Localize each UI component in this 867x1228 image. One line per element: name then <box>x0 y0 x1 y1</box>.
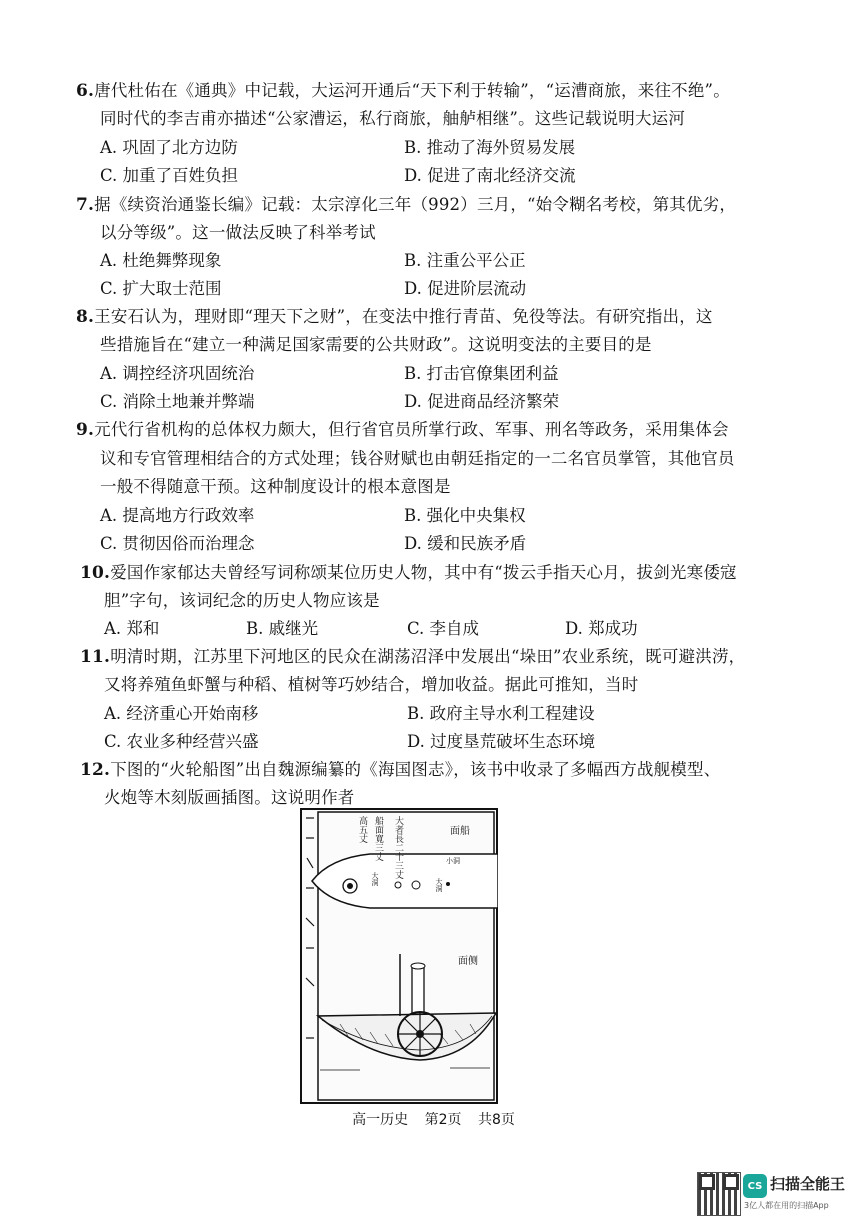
q6-option-c[interactable]: C. 加重了百姓负担 <box>100 166 239 185</box>
q9-line-2: 议和专官管理相结合的方式处理；钱谷财赋也由朝廷指定的一二名官员掌管，其他官员 <box>100 449 735 468</box>
q6-option-b[interactable]: B. 推动了海外贸易发展 <box>404 138 576 157</box>
q9-option-b[interactable]: B. 强化中央集权 <box>404 506 526 525</box>
q11-line-2: 又将养殖鱼虾蟹与种稻、植树等巧妙结合，增加收益。据此可推知，当时 <box>104 675 639 694</box>
q6-number: 6. <box>76 81 95 101</box>
q7-option-b[interactable]: B. 注重公平公正 <box>404 251 526 270</box>
camscanner-logo-icon: CS <box>743 1174 767 1198</box>
q8-option-d[interactable]: D. 促进商品经济繁荣 <box>404 392 560 411</box>
q11-line-1: 11.明清时期，江苏里下河地区的民众在湖荡沼泽中发展出“垛田”农业系统，既可避洪涝， <box>80 647 746 667</box>
q10-number: 10. <box>80 563 111 583</box>
figure-col-text-3: 高五丈 <box>357 816 367 843</box>
q11-option-a[interactable]: A. 经济重心开始南移 <box>104 704 259 723</box>
q12-line-2: 火炮等木刻版画插图。这说明作者 <box>104 788 355 807</box>
q9-number: 9. <box>76 420 95 440</box>
q8-number: 8. <box>76 307 95 327</box>
q8-line-1: 8.王安石认为，理财即“理天下之财”，在变法中推行青苗、免役等法。有研究指出，这 <box>76 307 713 327</box>
figure-side-label: 面侧 <box>458 956 478 967</box>
figure-col-text-2: 船面寬三丈 <box>373 816 383 861</box>
q12-line-1: 12.下图的“火轮船图”出自魏源编纂的《海国图志》，该书中收录了多幅西方战舰模型、 <box>80 760 721 780</box>
q8-option-b[interactable]: B. 打击官僚集团利益 <box>404 364 559 383</box>
q9-option-c[interactable]: C. 贯彻因俗而治理念 <box>100 534 255 553</box>
camscanner-slogan: 3亿人都在用的扫描App <box>744 1201 829 1210</box>
figure-col-text-1: 大者長二十三丈 <box>393 816 403 879</box>
q10-option-b[interactable]: B. 戚继光 <box>246 619 319 638</box>
q8-line-2: 些措施旨在“建立一种满足国家需要的公共财政”。这说明变法的主要目的是 <box>100 335 652 354</box>
figure-plan-label: 面船 <box>450 826 470 837</box>
q7-option-d[interactable]: D. 促进阶层流动 <box>404 279 527 298</box>
q11-option-b[interactable]: B. 政府主导水利工程建设 <box>407 704 595 723</box>
footer-page-number: 第2页 <box>424 1112 462 1128</box>
q9-line-3: 一般不得随意干预。这种制度设计的根本意图是 <box>100 477 451 496</box>
footer-total-pages: 共8页 <box>477 1112 515 1128</box>
q10-line-1: 10.爱国作家郁达夫曾经写词称颂某位历史人物，其中有“拨云手指天心月，拔剑光寒倭寇 <box>80 563 737 583</box>
q9-line-1: 9.元代行省机构的总体权力颇大，但行省官员所掌行政、军事、刑名等政务，采用集体会 <box>76 420 729 440</box>
figure-hole-label-1: 大洞 <box>371 872 379 886</box>
q11-option-d[interactable]: D. 过度垦荒破坏生态环境 <box>407 732 596 751</box>
q6-option-d[interactable]: D. 促进了南北经济交流 <box>404 166 576 185</box>
steamship-woodcut-figure <box>300 808 498 1104</box>
q11-number: 11. <box>80 647 111 667</box>
camscanner-name: 扫描全能王 <box>770 1175 846 1193</box>
q10-option-d[interactable]: D. 郑成功 <box>565 619 638 638</box>
q12-number: 12. <box>80 760 111 780</box>
q8-option-a[interactable]: A. 调控经济巩固统治 <box>100 364 255 383</box>
q9-option-d[interactable]: D. 缓和民族矛盾 <box>404 534 527 553</box>
q7-line-1: 7.据《续资治通鉴长编》记载：太宗淳化三年（992）三月，“始令糊名考校，第其优劣， <box>76 195 737 215</box>
q8-option-c[interactable]: C. 消除土地兼并弊端 <box>100 392 255 411</box>
q6-option-a[interactable]: A. 巩固了北方边防 <box>100 138 238 157</box>
q7-number: 7. <box>76 195 95 215</box>
q9-option-a[interactable]: A. 提高地方行政效率 <box>100 506 255 525</box>
q10-option-c[interactable]: C. 李自成 <box>407 619 480 638</box>
figure-hole-label-2: 大洞 <box>435 878 443 892</box>
q6-line-2: 同时代的李吉甫亦描述“公家漕运，私行商旅，舳舻相继”。这些记载说明大运河 <box>100 109 686 128</box>
figure-hole-label-3: 小洞 <box>446 857 460 865</box>
q11-option-c[interactable]: C. 农业多种经营兴盛 <box>104 732 259 751</box>
q10-option-a[interactable]: A. 郑和 <box>104 619 160 638</box>
q10-line-2: 胆”字句，该词纪念的历史人物应该是 <box>104 591 380 610</box>
q7-option-c[interactable]: C. 扩大取士范围 <box>100 279 222 298</box>
q7-line-2: 以分等级”。这一做法反映了科举考试 <box>100 223 376 242</box>
footer-subject: 高一历史 <box>352 1112 409 1128</box>
qr-code-icon <box>697 1172 741 1216</box>
q7-option-a[interactable]: A. 杜绝舞弊现象 <box>100 251 222 270</box>
page-footer <box>0 1110 867 1130</box>
q6-line-1: 6.唐代杜佑在《通典》中记载，大运河开通后“天下利于转输”，“运漕商旅，来往不绝”。 <box>76 81 730 101</box>
